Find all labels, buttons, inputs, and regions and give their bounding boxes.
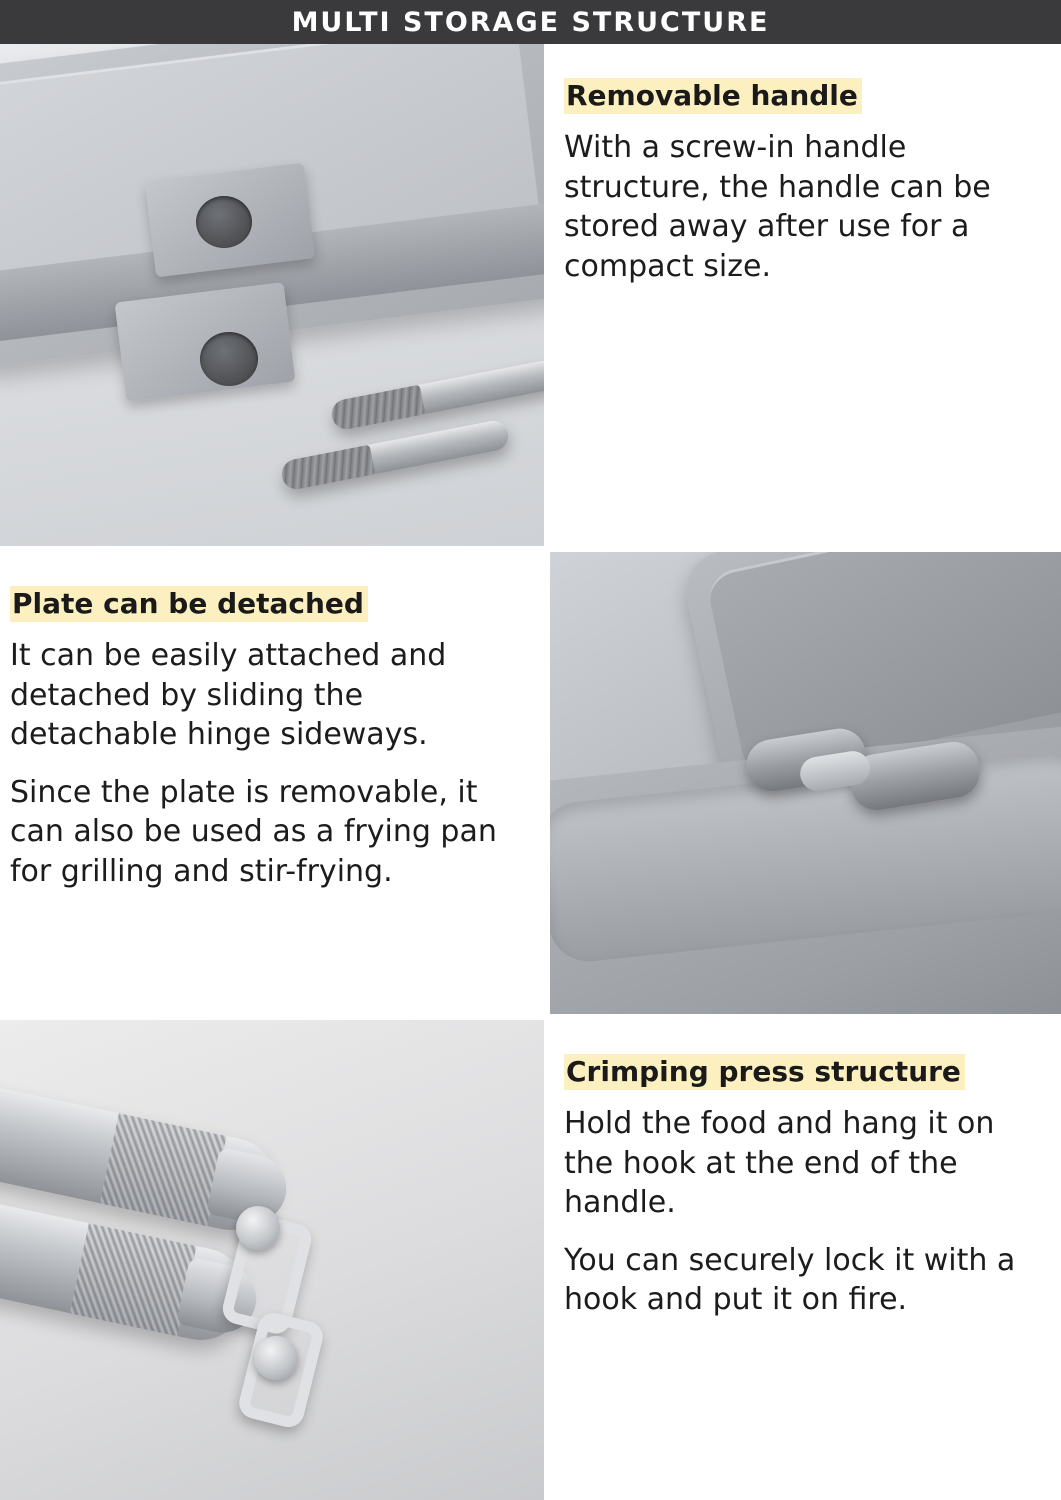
row-divider-2 (0, 1014, 1061, 1020)
section-removable-handle (0, 44, 1061, 546)
paragraph-plate-detached-1: It can be easily attached and detached by sliding the detachable hinge sideways. (10, 638, 447, 753)
text-removable-handle (550, 44, 1061, 546)
threaded-hole-lower (200, 332, 258, 386)
section-plate-detached (0, 552, 1061, 1014)
paragraph-crimping-press-1: Hold the food and hang it on the hook at the end of the handle. (564, 1106, 995, 1221)
text-crimping-press (550, 1020, 1061, 1500)
hook-stud-upper (236, 1206, 280, 1250)
paragraph-removable-handle-1: With a screw-in handle structure, the handle can be stored away after use for a compact size. (564, 130, 991, 284)
column-divider (544, 44, 550, 1500)
image-handle-hooks (0, 1020, 544, 1500)
hook-stud-lower (254, 1336, 298, 1380)
heading-plate-detached: Plate can be detached (10, 586, 368, 622)
banner-title: MULTI STORAGE STRUCTURE (291, 6, 770, 38)
heading-crimping-press: Crimping press structure (564, 1054, 965, 1090)
image-handle-rods (0, 44, 544, 546)
image-detachable-hinge (550, 552, 1061, 1014)
heading-removable-handle: Removable handle (564, 78, 862, 114)
row-divider-1 (0, 546, 1061, 552)
banner-header (0, 0, 1061, 44)
threaded-hole-upper (196, 196, 252, 248)
paragraph-plate-detached-2: Since the plate is removable, it can also be used as a frying pan for grilling and stir-frying. (10, 774, 497, 889)
section-crimping-press (0, 1020, 1061, 1500)
text-plate-detached (0, 552, 544, 1014)
paragraph-crimping-press-2: You can securely lock it with a hook and put it on fire. (564, 1242, 1016, 1318)
